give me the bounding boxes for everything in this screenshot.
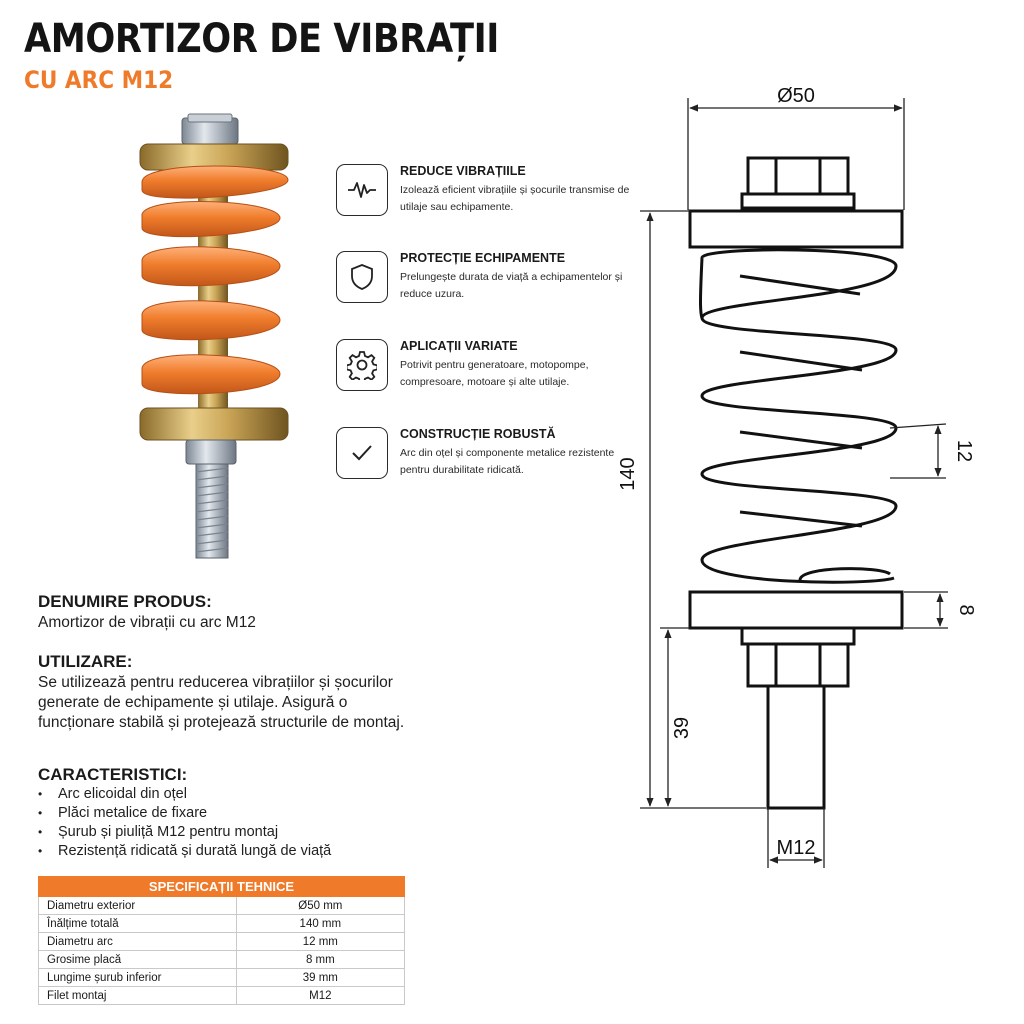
spec-value: 140 mm (236, 915, 404, 933)
feature-description: Izolează eficient vibrațiile și șocurile transmise de utilaje sau echipamente. (400, 184, 630, 213)
list-item: • Șurub și piuliță M12 pentru montaj (38, 823, 331, 842)
spec-value: 39 mm (236, 969, 404, 987)
list-item: • Arc elicoidal din oțel (38, 785, 331, 804)
spec-label: Diametru exterior (39, 897, 237, 915)
gear-icon (336, 339, 388, 391)
table-row (39, 933, 405, 951)
usage-text: Se utilizează pentru reducerea vibrațiilor și șocurilor generate de echipamente și utilaje. Asigură o funcționare stabilă și protejează structurile de montaj. (38, 674, 405, 731)
spec-value: 12 mm (236, 933, 404, 951)
feature-item (336, 339, 636, 399)
page-subtitle: CU ARC M12 (24, 66, 174, 94)
dim-plate: 8 (955, 604, 977, 616)
usage-heading: UTILIZARE: (38, 652, 133, 671)
feature-description: Potrivit pentru generatoare, motopompe, compresoare, motoare și alte utilaje. (400, 359, 589, 388)
page-title: AMORTIZOR DE VIBRAȚII (24, 16, 499, 62)
spec-label: Filet montaj (39, 987, 237, 1005)
technical-drawing (600, 70, 1000, 870)
damper-outline (690, 158, 902, 808)
features-heading: CARACTERISTICI: (38, 765, 188, 784)
spec-label: Grosime placă (39, 951, 237, 969)
list-item: • Rezistență ridicată și durată lungă de viață (38, 842, 331, 861)
feature-title: PROTECȚIE ECHIPAMENTE (400, 251, 566, 265)
table-row (39, 897, 405, 915)
feature-title: APLICAȚII VARIATE (400, 339, 518, 353)
dim-diameter: Ø50 (777, 85, 815, 107)
product-name-heading: DENUMIRE PRODUS: (38, 592, 212, 611)
spec-value: 8 mm (236, 951, 404, 969)
dim-thread: M12 (776, 837, 816, 859)
spec-label: Diametru arc (39, 933, 237, 951)
table-row (39, 987, 405, 1005)
feature-title: CONSTRUCȚIE ROBUSTĂ (400, 427, 556, 441)
spec-label: Înălțime totală (39, 915, 237, 933)
product-name-value: Amortizor de vibrații cu arc M12 (38, 614, 256, 631)
product-photo (130, 110, 300, 570)
feature-item (336, 427, 636, 487)
feature-item (336, 251, 636, 311)
spec-value: Ø50 mm (236, 897, 404, 915)
spec-value: M12 (236, 987, 404, 1005)
list-item: • Plăci metalice de fixare (38, 804, 331, 823)
feature-description: Prelungește durata de viață a echipamentelor și reduce uzura. (400, 271, 623, 300)
feature-item (336, 164, 636, 224)
dim-bolt-length: 39 (671, 716, 693, 740)
waveform-icon (336, 164, 388, 216)
dim-coil: 12 (953, 439, 975, 463)
feature-description: Arc din oțel și componente metalice rezistente pentru durabilitate ridicată. (400, 447, 615, 476)
table-row (39, 969, 405, 987)
spec-label: Lungime șurub inferior (39, 969, 237, 987)
table-row (39, 951, 405, 969)
spec-table-header: SPECIFICAȚII TEHNICE (39, 877, 405, 897)
spec-table (38, 876, 405, 1005)
table-row (39, 915, 405, 933)
shield-icon (336, 251, 388, 303)
feature-title: REDUCE VIBRAȚIILE (400, 164, 526, 178)
checkmark-icon (336, 427, 388, 479)
dim-height: 140 (617, 457, 639, 491)
features-list (38, 785, 331, 861)
